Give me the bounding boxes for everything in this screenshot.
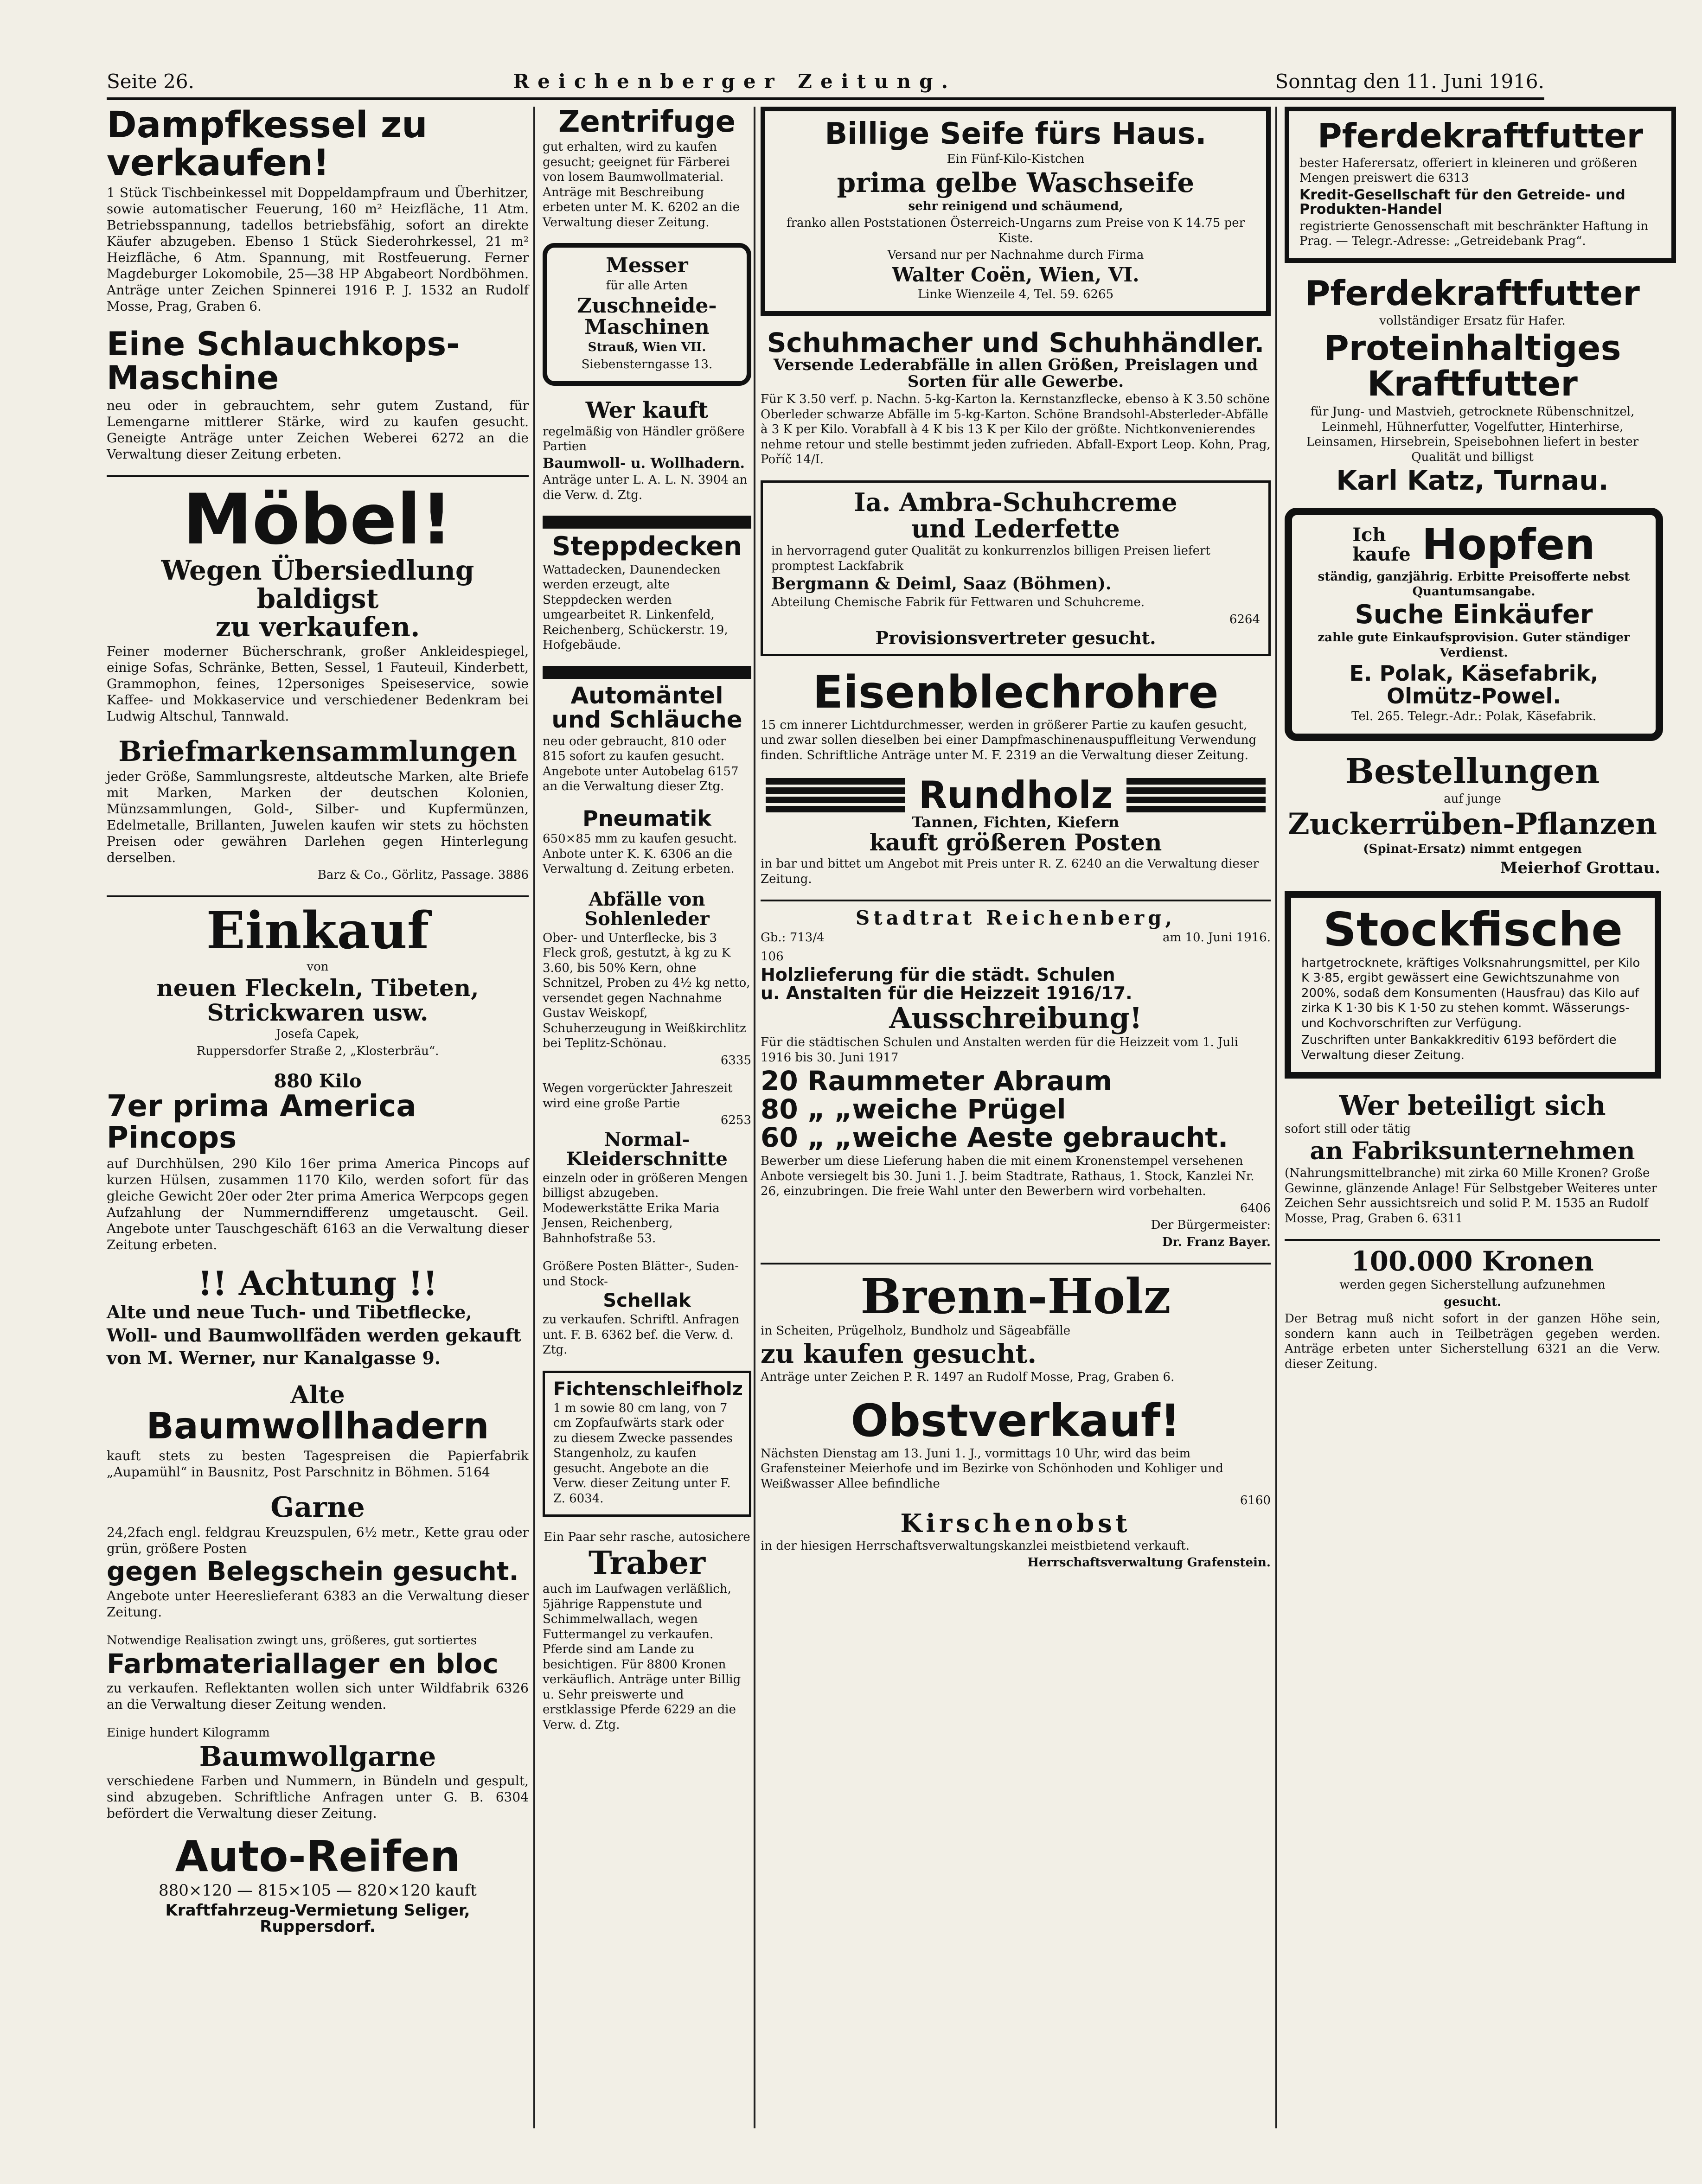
ad-garne	[107, 1493, 529, 1620]
divider	[107, 895, 529, 897]
ad-headline: Fichtenschleifholz	[553, 1378, 743, 1400]
ad-dampfkessel	[107, 104, 529, 314]
ad-signature: Der Bürgermeister:	[1151, 1218, 1271, 1232]
ad-kicker: kaufe	[1352, 543, 1411, 566]
ad-number: 6253	[720, 1113, 751, 1128]
ad-body: Abteilung Chemische Fabrik für Fettwaren und Schuhcreme.	[771, 595, 1145, 610]
ad-headline: und Schläuche	[551, 706, 742, 734]
ad-body: sehr reinigend und schäumend,	[908, 199, 1123, 213]
ad-body: in bar und bittet um Angebot mit Preis unter R. Z. 6240 an die Verwaltung dieser Zeitung.	[761, 857, 1259, 886]
ad-footer: Provisionsvertreter gesucht.	[875, 627, 1156, 649]
ad-headline: Farbmateriallager en bloc	[107, 1648, 499, 1680]
issue-date: Sonntag den 11. Juni 1916.	[1275, 70, 1544, 93]
ad-ambra	[761, 480, 1271, 656]
ad-headline: Schuhmacher und Schuhhändler.	[767, 327, 1265, 359]
ad-subheadline: zu verkaufen.	[215, 611, 420, 643]
ad-body: zu verkaufen. Reflektanten wollen sich unter Wildfabrik 6326 an die Verwaltung dieser Zeitung wenden.	[107, 1680, 529, 1712]
ad-headline: Traber	[588, 1544, 706, 1582]
ad-subheadline: gegen Belegschein gesucht.	[107, 1557, 519, 1587]
ad-headline: 7er prima America Pincops	[107, 1089, 416, 1155]
ad-signature: Bergmann & Deiml, Saaz (Böhmen).	[771, 574, 1112, 594]
ad-subheadline: neuen Fleckeln, Tibeten,	[156, 974, 479, 1002]
ad-farbmaterial	[107, 1633, 529, 1712]
ad-messer	[543, 243, 751, 386]
ad-signature: Kraftfahrzeug-Vermietung Seliger, Ruppersdorf.	[165, 1901, 470, 1936]
decorative-stripes	[1126, 778, 1266, 812]
ad-pneumatik	[543, 807, 751, 877]
ad-body: Anträge unter Zeichen P. R. 1497 an Rudolf Mosse, Prag, Graben 6.	[761, 1370, 1175, 1384]
ad-stockfische	[1285, 891, 1661, 1079]
ad-signature: Meierhof Grottau.	[1500, 859, 1660, 878]
ad-stadtrat	[761, 908, 1271, 1250]
ad-headline: Sohlenleder	[584, 907, 710, 930]
ad-body: Nächsten Dienstag am 13. Juni 1. J., vormittags 10 Uhr, wird das beim Grafensteiner Meierhofe und im Bezirke von Schönhoden und Kohliger und Weißwasser Allee befindliche	[761, 1446, 1223, 1491]
ad-signature: Kredit-Gesellschaft für den Getreide- und Produkten-Handel	[1299, 186, 1625, 218]
ad-contact: Tel. 265. Telegr.-Adr.: Polak, Käsefabrik.	[1351, 709, 1597, 724]
ad-kicker: Alte	[290, 1380, 345, 1409]
ad-headline: Pferdekraftfutter	[1305, 273, 1640, 313]
column-3	[761, 107, 1271, 2128]
ad-body: bester Haferersatz, offeriert in kleineren und größeren Mengen preiswert die 6313	[1299, 156, 1638, 185]
ad-headline: Einkauf	[206, 900, 429, 961]
ad-subheadline: Baumwoll- u. Wollhadern.	[543, 455, 745, 472]
ad-headline: Briefmarkensammlungen	[118, 735, 517, 768]
ad-headline: Baumwollgarne	[199, 1740, 436, 1772]
column-rule	[754, 107, 755, 2128]
ad-subheadline: u. Anstalten für die Heizzeit 1916/17.	[761, 983, 1133, 1004]
ad-headline: Steppdecken	[551, 531, 742, 562]
newspaper-page	[107, 60, 1660, 2133]
ad-body: hartgetrocknete, kräftiges Volksnahrungsmittel, per Kilo K 3·85, ergibt gewässert eine Gewichtszunahme von 200%, sodaß dem Konsumenten (Hausfrau) das Kilo auf zirka K 1·30 bis K 1·50 zu stehen kommt. Wässerungs- und Kochvorschriften zur Verfügung.	[1301, 956, 1640, 1030]
ad-kicker: Ein Paar sehr rasche, autosichere	[544, 1530, 750, 1545]
ad-zentrifuge	[543, 107, 751, 230]
ad-pferdekraftfutter-1	[1285, 107, 1676, 263]
ad-body: 24,2fach engl. feldgrau Kreuzspulen, 6½ metr., Kette grau oder grün, größere Posten	[107, 1525, 529, 1557]
ad-automaentel	[543, 683, 751, 794]
ad-subheadline: Versende Lederabfälle in allen Größen, Preislagen und Sorten für alle Gewerbe.	[773, 356, 1258, 391]
ad-headline: Stadtrat Reichenberg,	[855, 907, 1176, 930]
ad-body: Der Betrag muß nicht sofort in der ganzen Höhe sein, sondern kann auch in Teilbeträgen gegeben werden. Anträge erbeten unter Sicherstellung 6321 an die Verw. dieser Zeitung.	[1285, 1312, 1660, 1371]
ad-kleiderschnitte	[543, 1081, 751, 1246]
ad-body: Ober- und Unterflecke, bis 3 Fleck groß, gestutzt, à kg zu K 3.60, bis 50% Kern, ohne Schnitzel, Proben zu 4½ kg netto, versendet gegen Nachnahme Gustav Weiskopf, Schuherzeugung in Weißkirchlitz bei Teplitz-Schönau.	[543, 931, 750, 1051]
ad-body: 15 cm innerer Lichtdurchmesser, werden in größerer Partie zu kaufen gesucht, und zwar sollen dieselben bei einer Dampfmaschinenauspuffleitung Verwendung finden. Schriftliche Anträge unter M. F. 2319 an die Verwaltung dieser Zeitung.	[761, 718, 1257, 762]
ad-steppdecken	[543, 533, 751, 653]
ad-body: für Jung- und Mastvieh, getrocknete Rübenschnitzel, Leinmehl, Hühnerfutter, Vogelfutter, Hinterhirse, Leinsamen, Hirsebrein, Speisebohnen liefert in bester Qualität und billigst	[1306, 405, 1639, 464]
ad-headline: Bestellungen	[1345, 751, 1600, 792]
ad-subheadline: Strickwaren usw.	[207, 998, 429, 1026]
ad-body: neu oder gebraucht, 810 oder 815 sofort zu kaufen gesucht. Angebote unter Autobelag 6157 an die Verwaltung dieser Ztg.	[543, 734, 739, 794]
ad-body: Bewerber um diese Lieferung haben die mit einem Kronenstempel versehenen Anbote versiegelt bis 30. Juni 1. J. beim Stadtrate, Rathaus, 1. Stock, Kanzlei Nr. 26, einzubringen. Die freie Wahl unter den Bewerbern wird vorbehalten.	[761, 1154, 1254, 1199]
ad-signature: E. Polak, Käsefabrik, Olmütz-Powel.	[1349, 661, 1599, 709]
ad-text: 106	[761, 949, 784, 964]
ad-body: (Spinat-Ersatz) nimmt entgegen	[1363, 842, 1582, 856]
ad-kicker: Notwendige Realisation zwingt uns, größeres, gut sortiertes	[107, 1633, 477, 1648]
newspaper-title: Reichenberger Zeitung.	[513, 70, 957, 93]
ad-body: kauft stets zu besten Tagespreisen die Papierfabrik „Aupamühl“ in Bausnitz, Post Parschnitz in Böhmen. 5164	[107, 1448, 529, 1480]
ad-list-item: 20 Raummeter Abraum	[761, 1065, 1112, 1097]
ad-signature: Karl Katz, Turnau.	[1336, 465, 1609, 497]
ad-body: 1 Stück Tischbeinkessel mit Doppeldampfraum und Überhitzer, sowie automatischer Feuerung, 160 m² Heizfläche, 11 Atm. Betriebsspannung, tadellos betriebsfähig, sofort an direkte Käufer abzugeben. Ebenso 1 Stück Siederohrkessel, 21 m² Heizfläche, 6 Atm. Spannung, mit Rostfeuerung. Ferner Magdeburger Lokomobile, 25—38 HP Abgabeort Nordböhmen. Anträge unter Zeichen Spinnerei 1916 P. J. 1532 an Rudolf Mosse, Prag, Graben 6.	[107, 185, 529, 314]
divider	[107, 475, 529, 477]
ad-list-item: 60 „ „weiche Aeste gebraucht.	[761, 1122, 1229, 1154]
ad-baumwollhadern	[107, 1380, 529, 1480]
ad-subheadline: zu kaufen gesucht.	[761, 1338, 1037, 1369]
ad-subheadline: Wegen Übersiedlung baldigst	[161, 555, 474, 615]
column-rule	[1275, 107, 1277, 2128]
ad-achtung	[107, 1263, 529, 1370]
ad-werkauft	[543, 399, 751, 503]
ad-headline: Billige Seife fürs Haus.	[825, 117, 1207, 151]
ad-body: Alte und neue Tuch- und Tibetflecke, Woll- und Baumwollfäden werden gekauft von M. Werner, nur Kanalgasse 9.	[107, 1302, 521, 1369]
ad-list-item: 80 „ „weiche Prügel	[761, 1093, 1066, 1125]
ad-headline: Möbel!	[183, 479, 453, 560]
ad-body: gut erhalten, wird zu kaufen gesucht; geeignet für Färberei von losem Baumwollmaterial. Anträge mit Beschreibung erbeten unter M. K. 6202 an die Verwaltung dieser Zeitung.	[543, 140, 740, 230]
ad-sohlenleder	[543, 890, 751, 1068]
ad-text: sofort still oder tätig	[1285, 1122, 1411, 1137]
ad-subheadline: Holzlieferung für die städt. Schulen	[761, 964, 1115, 985]
ad-body: auf Durchhülsen, 290 Kilo 16er prima America Pincops auf kurzen Hülsen, zusammen 1170 Kilo, werden sofort für das gleiche Gewicht 20er oder 2ter prima America Werpcops gegen Aufzahlung der Nummerndifferenz umgetauscht. Geil. Angebote unter Tauschgeschäft 6163 an die Verwaltung dieser Zeitung erbeten.	[107, 1156, 529, 1252]
ad-signature: Walter Coën, Wien, VI.	[892, 263, 1139, 286]
ad-body: Wattadecken, Daunendecken werden erzeugt, alte Steppdecken werden umgearbeitet R. Linkenfeld, Reichenberg, Schückerstr. 19, Hofgebäude.	[543, 562, 728, 652]
ad-headline: Eisenblechrohre	[813, 666, 1219, 718]
ad-body: Wegen vorgerückter Jahreszeit wird eine große Partie	[543, 1081, 733, 1111]
ad-pincops	[107, 1072, 529, 1252]
ad-body: Für K 3.50 verf. p. Nachn. 5-kg-Karton la. Kernstanzflecke, ebenso à K 3.50 schöne Oberleder schwarze Abfälle im 5-kg-Karton. Schöne Brandsohl-Absterleder-Abfälle à 3 K per Kilo. Vorabfall à 4 K bis 13 K per Kilo der größte. Nichtkonvenierendes nehme retour und stelle bestimmt jeden zufrieden. Abfall-Export Leop. Kohn, Prag, Poříč 14/I.	[761, 392, 1271, 467]
ad-eisenblechrohre	[761, 666, 1271, 763]
ad-body: einzeln oder in größeren Mengen billigst abzugeben. Modewerkstätte Erika Maria Jensen, Reichenberg, Bahnhofstraße 53.	[543, 1171, 748, 1245]
ad-body: jeder Größe, Sammlungsreste, altdeutsche Marken, alte Briefe mit Marken, Marken der deutschen Kolonien, Münzsammlungen, Gold-, Silber- und Kupfermünzen, Edelmetalle, Brillanten, Juwelen kaufen wir stets zu höchsten Preisen oder gewähren Darlehen gegen Hinterlegung derselben.	[107, 768, 529, 865]
ad-headline: Pferdekraftfutter	[1317, 116, 1644, 155]
ad-baumwollgarne	[107, 1725, 529, 1821]
ad-pferdekraftfutter-2	[1285, 273, 1660, 497]
ad-signature: Siebensterngasse 13.	[581, 357, 713, 371]
ad-autoreifen	[107, 1831, 529, 1936]
ad-100000-kronen	[1285, 1247, 1660, 1372]
ad-headline: Proteinhaltiges	[1324, 328, 1621, 368]
ad-number: 6160	[1240, 1494, 1271, 1508]
ad-body: Anträge unter L. A. L. N. 3904 an die Verw. d. Ztg.	[543, 473, 748, 502]
ad-body: 1 m sowie 80 cm lang, von 7 cm Zopfaufwärts stark oder zu diesem Zwecke passendes Stangenholz, zu kaufen gesucht. Angebote an die Verw. dieser Zeitung unter F. Z. 6034.	[553, 1401, 733, 1506]
ad-body: regelmäßig von Händler größere Partien	[543, 424, 745, 454]
ad-subheadline: gesucht.	[1443, 1295, 1502, 1309]
ad-headline: !! Achtung !!	[198, 1263, 438, 1303]
ad-subheadline: prima gelbe Waschseife	[837, 166, 1195, 198]
ad-subheadline: Tannen, Fichten, Kiefern	[912, 813, 1120, 831]
ad-kicker: Ich	[1352, 524, 1386, 546]
ad-address: Linke Wienzeile 4, Tel. 59. 6265	[917, 287, 1114, 301]
ad-body: verschiedene Farben und Nummern, in Bündeln und gespult, sind abzugeben. Schriftliche Anfragen unter G. B. 6304 befördert die Verwaltung dieser Zeitung.	[107, 1773, 529, 1821]
ad-kicker: Einige hundert Kilogramm	[107, 1726, 270, 1740]
ad-headline: Garne	[270, 1491, 365, 1524]
ad-body: in der hiesigen Herrschaftsverwaltungskanzlei meistbietend verkauft.	[761, 1539, 1190, 1553]
ad-signature: Barz & Co., Görlitz, Passage. 3886	[317, 868, 529, 882]
ad-number: 6264	[1229, 612, 1260, 626]
ad-briefmarken	[107, 737, 529, 883]
ad-headline: Normal-	[604, 1128, 690, 1150]
column-4	[1285, 107, 1702, 2128]
page-header	[107, 60, 1544, 100]
column-1	[107, 104, 529, 2128]
ad-text: auf junge	[1444, 792, 1501, 806]
ad-moebel	[107, 479, 529, 724]
ad-body: Versand nur per Nachnahme durch Firma	[887, 248, 1144, 262]
divider	[761, 900, 1271, 901]
decorative-stripes	[766, 778, 905, 812]
ad-body: in Scheiten, Prügelholz, Bundholz und Sägeabfälle	[761, 1324, 1071, 1338]
ad-kicker: Größere Posten Blätter-, Suden- und Stock-	[543, 1259, 739, 1289]
ad-subheadline: kauft größeren Posten	[869, 828, 1162, 856]
ad-signature: Dr. Franz Bayer.	[1162, 1235, 1271, 1249]
ad-headline: Kraftfutter	[1367, 364, 1578, 404]
divider	[543, 666, 751, 679]
ad-rundholz	[761, 773, 1271, 887]
page-number: Seite 26.	[107, 70, 194, 93]
ad-subheadline: Zuschneide-	[577, 294, 717, 318]
ad-subheadline: Suche Einkäufer	[1355, 599, 1593, 630]
ad-schuhmacher	[761, 329, 1271, 467]
ad-obstverkauf	[761, 1395, 1271, 1570]
ad-traber	[543, 1530, 751, 1732]
ad-kicker: 880 Kilo	[274, 1070, 362, 1092]
ad-text: vollständiger Ersatz für Hafer.	[1379, 314, 1566, 328]
ad-body: (Nahrungsmittelbranche) mit zirka 60 Mille Kronen? Große Gewinne, glänzende Anlage! Für Selbstgeber Weiteres unter Zeichen Sehr aussichtsreich und solid P. M. 1535 an Rudolf Mosse, Prag, Graben 6. 6311	[1285, 1166, 1657, 1226]
ad-headline: Abfälle von	[589, 888, 705, 910]
ad-headline: Wer beteiligt sich	[1339, 1090, 1606, 1122]
ad-headline: Hopfen	[1421, 520, 1595, 570]
ad-body: neu oder in gebrauchtem, sehr gutem Zustand, für Lemengarne mittlerer Stärke, wird zu kaufen gesucht. Geneigte Anträge unter Zeichen Weberei 6272 an die Verwaltung dieser Zeitung erbeten.	[107, 397, 529, 462]
ad-headline: Obstverkauf!	[851, 1395, 1181, 1447]
ad-number: 6406	[1240, 1201, 1271, 1215]
ad-body: ständig, ganzjährig. Erbitte Preisofferte nebst Quantumsangabe.	[1318, 569, 1630, 599]
ad-subheadline: an Fabriksunternehmen	[1310, 1137, 1635, 1165]
ad-body: Angebote unter Heereslieferant 6383 an die Verwaltung dieser Zeitung.	[107, 1588, 529, 1620]
ad-signature: Josefa Capek,	[276, 1027, 359, 1041]
ad-headline: Ausschreibung!	[889, 1001, 1142, 1035]
ad-fichtenschleifholz	[543, 1371, 751, 1517]
ad-text: für alle Arten	[606, 279, 688, 293]
ad-signature: Ruppersdorfer Straße 2, „Klosterbräu“.	[196, 1044, 439, 1058]
ad-body: auch im Laufwagen verläßlich, 5jährige Rappenstute und Schimmelwallach, wegen Futtermangel zu verkaufen. Pferde sind am Lande zu besichtigen. Für 8800 Kronen verkäuflich. Anträge unter Billig u. Sehr preiswerte und erstklassige Pferde 6229 an die Verw. d. Ztg.	[543, 1582, 741, 1732]
ad-number: 6335	[720, 1053, 751, 1067]
ad-headline: Brenn-Holz	[860, 1268, 1171, 1325]
ad-body: Feiner moderner Bücherschrank, großer Ankleidespiegel, einige Sofas, Schränke, Betten, Sessel, 1 Fauteuil, Kinderbett, Grammophon, feines, 12personiges Speiseservice, sowie Kaffee- und Mokkaservice und verschiedener Bedenkram bei Ludwig Altschul, Tannwald.	[107, 643, 529, 724]
ad-body: registrierte Genossenschaft mit beschränkter Haftung in Prag. — Telegr.-Adresse: „Getreidebank Prag“.	[1299, 219, 1649, 249]
ad-text: werden gegen Sicherstellung aufzunehmen	[1339, 1278, 1606, 1292]
ad-body: zahle gute Einkaufsprovision. Guter ständiger Verdienst.	[1318, 631, 1630, 660]
ad-subheadline: Kirschenobst	[900, 1508, 1131, 1538]
ad-headline: und Lederfette	[911, 513, 1120, 543]
ad-body: 650×85 mm zu kaufen gesucht. Anbote unter K. K. 6306 an die Verwaltung d. Zeitung erbeten.	[543, 832, 737, 876]
ad-einkauf	[107, 900, 529, 1059]
ad-headline: Messer	[606, 254, 688, 278]
ad-headline: Rundholz	[918, 773, 1113, 817]
divider	[1285, 1239, 1660, 1241]
ad-headline: Stockfische	[1323, 902, 1623, 957]
divider	[543, 516, 751, 529]
ad-body: franko allen Poststationen Österreich-Ungarns zum Preise von K 14.75 per Kiste.	[786, 216, 1245, 245]
ad-headline: Pneumatik	[582, 805, 711, 831]
ad-headline: Kleiderschnitte	[566, 1148, 728, 1170]
ad-headline: Wer kauft	[585, 397, 709, 424]
column-2	[543, 107, 751, 2128]
column-rule	[533, 107, 535, 2128]
ad-signature: Strauß, Wien VII.	[588, 340, 706, 355]
ad-schellak	[543, 1259, 751, 1358]
ad-headline: Eine Schlauchkops-Maschine	[107, 325, 460, 397]
ad-hopfen	[1285, 508, 1663, 741]
ad-headline: Ia. Ambra-Schuhcreme	[854, 487, 1177, 517]
ad-bestellungen	[1285, 751, 1660, 878]
ad-body: zu verkaufen. Schriftl. Anfragen unt. F. B. 6362 bef. die Verw. d. Ztg.	[543, 1313, 740, 1357]
ad-body: Für die städtischen Schulen und Anstalten werden für die Heizzeit vom 1. Juli 1916 bis 30. Juni 1917	[761, 1035, 1238, 1065]
ad-brennholz	[761, 1268, 1271, 1385]
ad-fabriksunternehmen	[1285, 1092, 1660, 1226]
ad-text: Ein Fünf-Kilo-Kistchen	[947, 152, 1085, 166]
ad-schlauchkops	[107, 327, 529, 462]
ad-meta: Gb.: 713/4 am 10. Juni 1916.	[761, 931, 1271, 945]
ad-body: Zuschriften unter Bankakkreditiv 6193 befördert die Verwaltung dieser Zeitung.	[1301, 1033, 1617, 1062]
ad-subheadline: Zuckerrüben-Pflanzen	[1287, 806, 1657, 842]
ad-headline: Automäntel	[570, 682, 723, 709]
ad-headline: Auto-Reifen	[175, 1831, 461, 1881]
ad-signature: Herrschaftsverwaltung Grafenstein.	[1027, 1556, 1271, 1570]
ad-headline: Baumwollhadern	[146, 1405, 489, 1448]
ad-text: von	[307, 959, 329, 974]
ad-headline: Schellak	[603, 1290, 691, 1312]
ad-headline: Dampfkessel zu verkaufen!	[107, 104, 428, 184]
ad-headline: Zentrifuge	[558, 105, 736, 139]
ad-body: in hervorragend guter Qualität zu konkurrenzlos billigen Preisen liefert promptest Lackfabrik	[771, 544, 1210, 573]
ad-subheadline: Maschinen	[584, 315, 710, 339]
ad-seife	[761, 107, 1271, 316]
ad-headline: 100.000 Kronen	[1351, 1245, 1594, 1277]
divider	[761, 1263, 1271, 1264]
ad-body: 880×120 — 815×105 — 820×120 kauft	[159, 1881, 477, 1900]
